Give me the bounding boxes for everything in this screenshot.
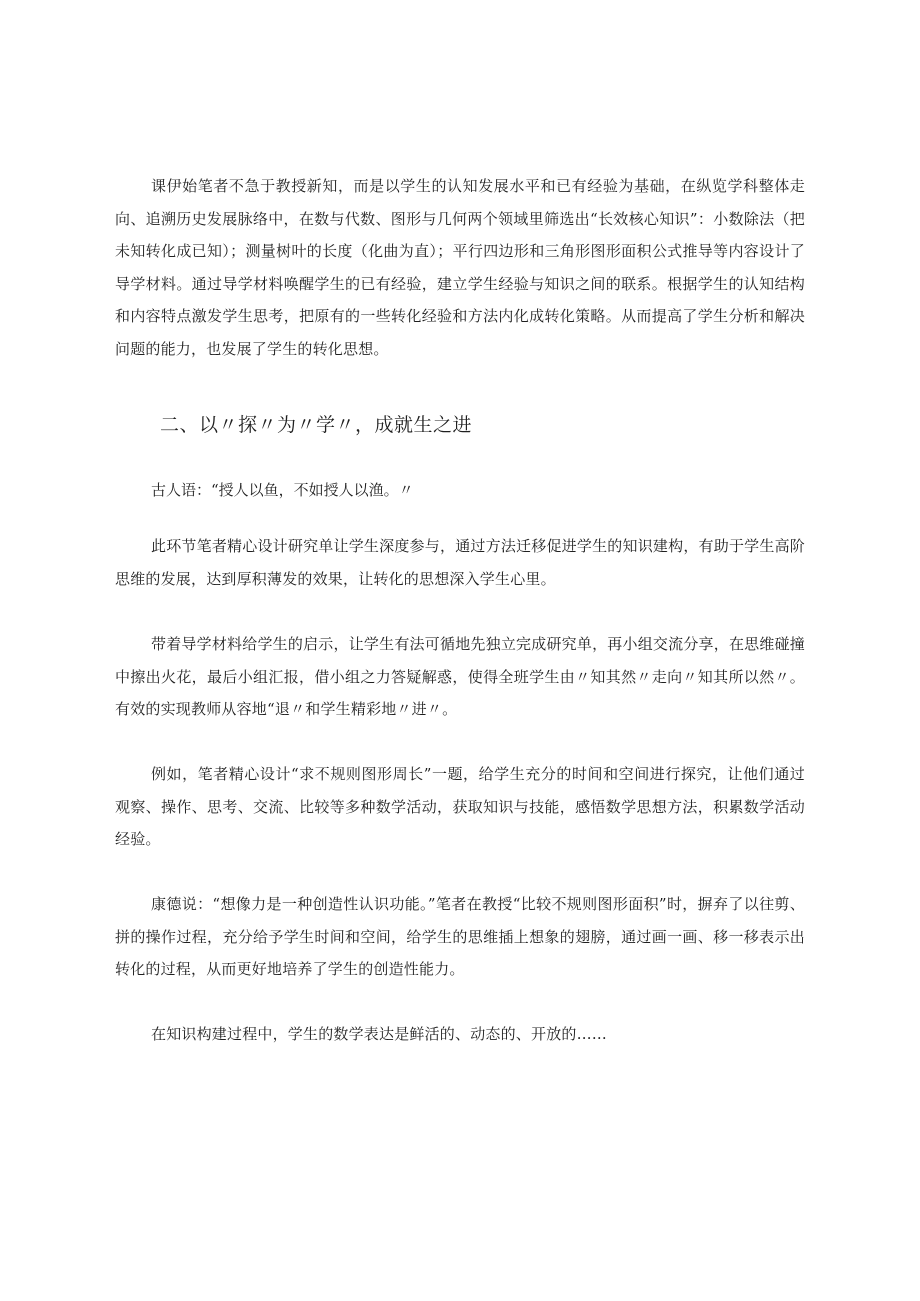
paragraph-research-sheet: 此环节笔者精心设计研究单让学生深度参与，通过方法迁移促进学生的知识建构，有助于学生高阶思维的发展，达到厚积薄发的效果，让转化的思想深入学生心里。: [115, 537, 805, 588]
paragraph-closing: 在知识构建过程中，学生的数学表达是鲜活的、动态的、开放的……: [151, 1025, 608, 1043]
quote-line: 古人语：“授人以鱼，不如授人以渔。〃: [151, 481, 414, 499]
paragraph-group-work: 带着导学材料给学生的启示，让学生有法可循地先独立完成研究单，再小组交流分享，在思维碰撞中擦出火花，最后小组汇报，借小组之力答疑解惑，使得全班学生由〃知其然〃走向〃知其所以然〃。有效的实现教师从容地“退〃和学生精彩地〃进〃。: [115, 635, 805, 718]
paragraph-kant: 康德说：“想像力是一种创造性认识功能。”笔者在教授“比较不规则图形面积”时，摒弃了以往剪、拼的操作过程，充分给予学生时间和空间，给学生的思维插上想象的翅膀，通过画一画、移一移表示出转化的过程，从而更好地培养了学生的创造性能力。: [115, 895, 805, 978]
paragraph-intro: 课伊始笔者不急于教授新知，而是以学生的认知发展水平和已有经验为基础，在纵览学科整体走向、追溯历史发展脉络中，在数与代数、图形与几何两个领域里筛选出“长效核心知识”：小数除法（把未知转化成已知）；测量树叶的长度（化曲为直）；平行四边形和三角形图形面积公式推导等内容设计了导学材料。通过导学材料唤醒学生的已有经验，建立学生经验与知识之间的联系。根据学生的认知结构和内容特点激发学生思考，把原有的一些转化经验和方法内化成转化策略。从而提高了学生分析和解决问题的能力，也发展了学生的转化思想。: [115, 177, 805, 358]
paragraph-example: 例如，笔者精心设计“求不规则图形周长”一题，给学生充分的时间和空间进行探究，让他们通过观察、操作、思考、交流、比较等多种数学活动，获取知识与技能，感悟数学思想方法，积累数学活动经验。: [115, 765, 805, 848]
section-heading: 二、以〃探〃为〃学〃，成就生之进: [160, 414, 473, 436]
